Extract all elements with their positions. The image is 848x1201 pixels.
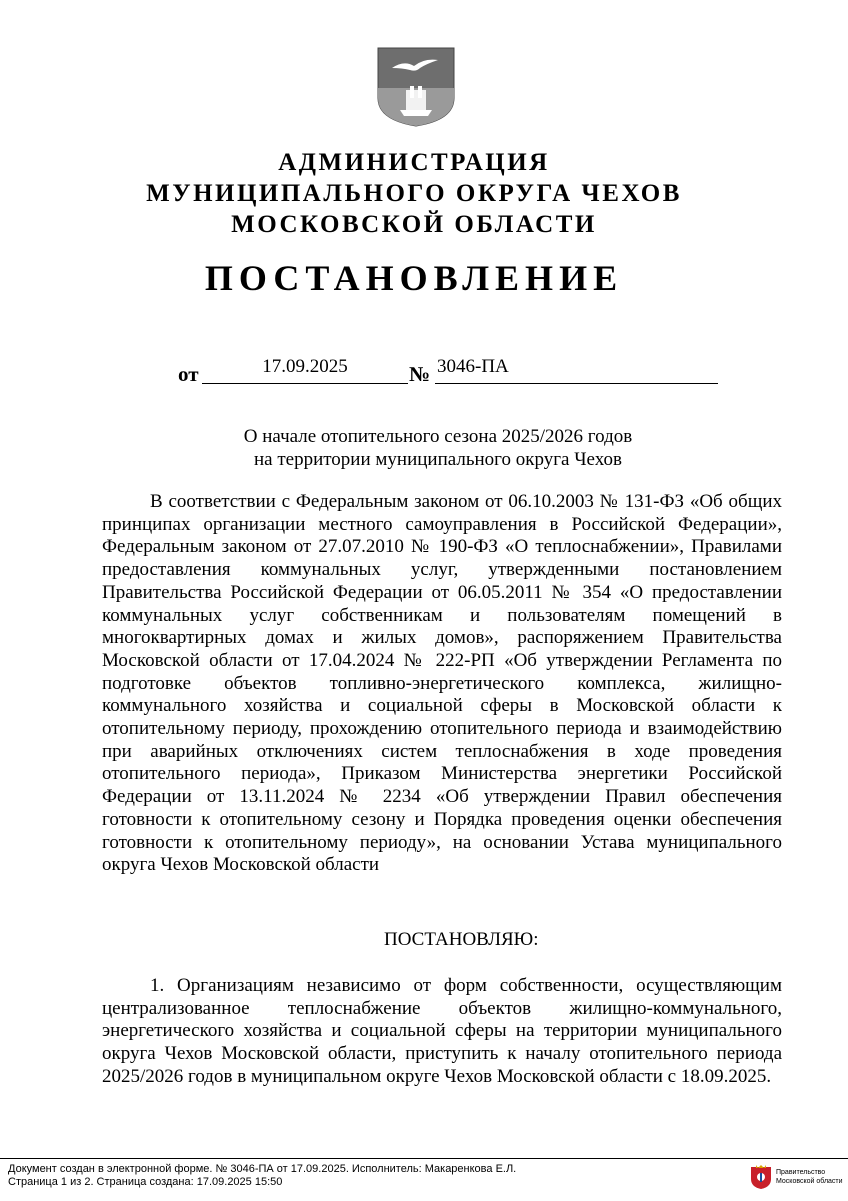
footer-text — [8, 1163, 516, 1189]
coat-of-arms-icon — [376, 46, 456, 128]
page-footer — [0, 1158, 848, 1201]
moscow-region-emblem-icon — [750, 1164, 772, 1190]
footer-line-1: Документ создан в электронной форме. № 3046-ПА от 17.09.2025. Исполнитель: Макаренкова Е.Л. — [8, 1163, 517, 1175]
number-underline — [435, 383, 718, 384]
document-number: 3046-ПА — [437, 356, 509, 377]
footer-gov-line-1: Правительство — [776, 1169, 826, 1176]
date-underline — [202, 383, 408, 384]
decree-heading: ПОСТАНОВЛЯЮ: — [384, 929, 539, 950]
preamble-paragraph: В соответствии с Федеральным законом от 06.10.2003 № 131-ФЗ «Об общих принципах организации местного самоуправления в Российской Федерации», Федеральным законом от 27.07.2010 № 190-ФЗ «О теплоснабжении», Правилами предоставления коммунальных услуг, утвержденными постановлением Правительства Российской Федерации от 06.05.2011 № 354 «О предоставлении коммунальных услуг собственникам и пользователям помещений в многоквартирных домах и жилых домов», распоряжением Правительства Московской области от 17.04.2024 № 222-РП «Об утверждении Регламента по подготовке объектов топливно-энергетического комплекса, жилищно-коммунального хозяйства и социальной сферы в Московской области к отопительному периоду, прохождению отопительного периода и взаимодействию при аварийных отключениях систем теплоснабжения в ходе проведения отопительного периода», Приказом Министерства энергетики Российской Федерации от 13.11.2024 № 2234 «Об утверждении Правил обеспечения готовности к отопительному сезону и Порядка проведения оценки обеспечения готовности к отопительному периоду», на основании Устава муниципального округа Чехов Московской области — [102, 491, 782, 876]
subject-line-2: на территории муниципального округа Чехов — [254, 449, 622, 470]
document-date: 17.09.2025 — [262, 356, 348, 377]
subject-line-1: О начале отопительного сезона 2025/2026 годов — [243, 426, 633, 447]
item-1-paragraph: 1. Организациям независимо от форм собственности, осуществляющим централизованное теплоснабжение объектов жилищно-коммунального, энергетического хозяйства и социальной сферы на территории муниципального округа Чехов Московской области, приступить к началу отопительного периода 2025/2026 годов в муниципальном округе Чехов Московской области с 18.09.2025. — [102, 975, 782, 1087]
document-subject — [208, 425, 668, 471]
document-type-title: ПОСТАНОВЛЕНИЕ — [204, 258, 624, 298]
org-name-line-2: МУНИЦИПАЛЬНОГО ОКРУГА ЧЕХОВ — [146, 180, 682, 207]
date-label: от — [178, 362, 199, 386]
number-label: № — [409, 362, 431, 386]
footer-government-label — [776, 1168, 843, 1186]
org-name-line-3: МОСКОВСКОЙ ОБЛАСТИ — [231, 211, 597, 238]
footer-line-2: Страница 1 из 2. Страница создана: 17.09.2025 15:50 — [8, 1176, 283, 1188]
date-number-row — [0, 356, 848, 388]
footer-gov-line-2: Московской области — [776, 1178, 843, 1185]
org-name-line-1: АДМИНИСТРАЦИЯ — [278, 149, 550, 176]
